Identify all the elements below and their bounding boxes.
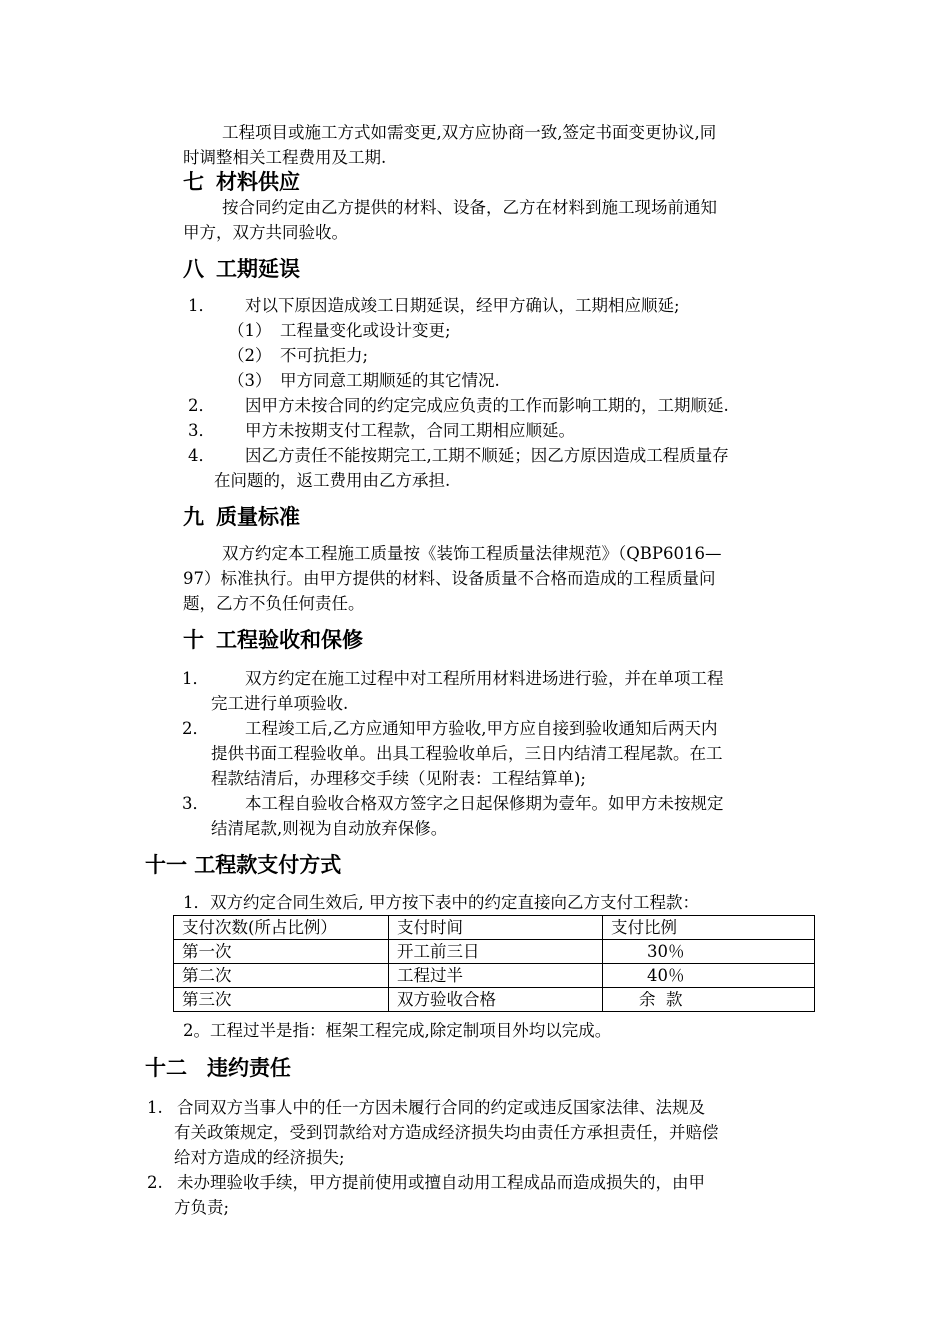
sec10-item2-number: 2． [182, 719, 209, 738]
table-row [174, 940, 815, 964]
sec8-item1-number: 1． [188, 296, 215, 315]
sec6-para-line2: 时调整相关工程费用及工期. [183, 148, 387, 167]
sec9-heading [183, 503, 300, 531]
table-cell: 开工前三日 [389, 940, 603, 964]
table-cell: 工程过半 [389, 964, 603, 988]
sec12-number: 十二 [145, 1056, 187, 1080]
sec12-heading [145, 1054, 291, 1082]
payment-table [173, 915, 815, 1012]
table-header-row [174, 916, 815, 940]
sec12-item1-line1: 合同双方当事人中的任一方因未履行合同的约定或违反国家法律、法规及 [177, 1098, 705, 1117]
sec8-sub3-text: 甲方同意工期顺延的其它情况. [280, 371, 500, 390]
sec10-item1-number: 1． [182, 669, 209, 688]
sec8-item2-number: 2． [188, 396, 215, 415]
sec10-number: 十 [183, 628, 204, 652]
sec10-item3-line2: 结清尾款,则视为自动放弃保修。 [211, 819, 448, 838]
sec7-line2: 甲方，双方共同验收。 [183, 223, 348, 242]
sec10-item1-line2: 完工进行单项验收. [211, 694, 349, 713]
table-cell: 第一次 [174, 940, 389, 964]
sec8-item3-number: 3． [188, 421, 215, 440]
sec7-line1: 按合同约定由乙方提供的材料、设备，乙方在材料到施工现场前通知 [222, 198, 717, 217]
sec10-item2-line2: 提供书面工程验收单。出具工程验收单后，三日内结清工程尾款。在工 [211, 744, 723, 763]
sec12-title: 违约责任 [207, 1056, 291, 1080]
sec8-sub1-text: 工程量变化或设计变更; [280, 321, 451, 340]
sec8-item4-number: 4． [188, 446, 215, 465]
table-header-cell: 支付时间 [389, 916, 603, 940]
sec8-item2-text: 因甲方未按合同的约定完成应负责的工作而影响工期的，工期顺延. [245, 396, 729, 415]
sec10-item3-number: 3． [182, 794, 209, 813]
sec8-item4-line1: 因乙方责任不能按期完工,工期不顺延；因乙方原因造成工程质量存 [245, 446, 729, 465]
sec9-number: 九 [183, 505, 204, 529]
sec8-sub2-number: （2） [228, 346, 272, 365]
table-header-cell: 支付比例 [603, 916, 815, 940]
sec10-item2-line3: 程款结清后，办理移交手续（见附表：工程结算单); [211, 769, 586, 788]
sec10-heading [183, 626, 363, 654]
sec9-line3: 题，乙方不负任何责任。 [183, 594, 365, 613]
sec10-title: 工程验收和保修 [216, 628, 363, 652]
table-cell: 40％ [603, 964, 815, 988]
sec8-item3-text: 甲方未按期支付工程款，合同工期相应顺延。 [245, 421, 575, 440]
sec6-para-line1: 工程项目或施工方式如需变更,双方应协商一致,签定书面变更协议,同 [222, 123, 717, 142]
sec8-sub1-number: （1） [228, 321, 272, 340]
sec10-item1-line1: 双方约定在施工过程中对工程所用材料进场进行验，并在单项工程 [245, 669, 724, 688]
sec8-title: 工期延误 [216, 257, 300, 281]
sec8-number: 八 [183, 257, 204, 281]
table-cell: 双方验收合格 [389, 988, 603, 1012]
sec8-item4-line2: 在问题的，返工费用由乙方承担. [214, 471, 451, 490]
sec8-item1-text: 对以下原因造成竣工日期延误，经甲方确认，工期相应顺延; [245, 296, 680, 315]
sec12-item2-line2: 方负责; [174, 1198, 230, 1217]
sec9-line2: 97）标准执行。由甲方提供的材料、设备质量不合格而造成的工程质量问 [183, 569, 716, 588]
sec8-heading [183, 255, 300, 283]
table-row [174, 964, 815, 988]
sec11-heading: 十一 工程款支付方式 [145, 853, 342, 877]
sec9-line1: 双方约定本工程施工质量按《装饰工程质量法律规范》（QBP6016— [222, 544, 722, 563]
table-cell: 30％ [603, 940, 815, 964]
table-cell: 第三次 [174, 988, 389, 1012]
sec12-item2-number: 2. [147, 1173, 163, 1192]
sec12-item2-line1: 未办理验收手续，甲方提前使用或擅自动用工程成品而造成损失的，由甲 [177, 1173, 705, 1192]
table-header-cell: 支付次数(所占比例） [174, 916, 389, 940]
table-cell: 余 款 [603, 988, 815, 1012]
sec10-item3-line1: 本工程自验收合格双方签字之日起保修期为壹年。如甲方未按规定 [245, 794, 724, 813]
sec10-item2-line1: 工程竣工后,乙方应通知甲方验收,甲方应自接到验收通知后两天内 [245, 719, 718, 738]
sec9-title: 质量标准 [216, 505, 300, 529]
table-row [174, 988, 815, 1012]
sec12-item1-line2: 有关政策规定，受到罚款给对方造成经济损失均由责任方承担责任，并赔偿 [174, 1123, 719, 1142]
sec7-number: 七 [183, 170, 204, 194]
sec7-title: 材料供应 [216, 170, 300, 194]
sec7-heading [183, 168, 300, 196]
table-cell: 第二次 [174, 964, 389, 988]
sec8-sub3-number: （3） [228, 371, 272, 390]
sec12-item1-line3: 给对方造成的经济损失; [174, 1148, 345, 1167]
sec11-intro: 1．双方约定合同生效后, 甲方按下表中的约定直接向乙方支付工程款： [183, 893, 699, 912]
sec12-item1-number: 1. [147, 1098, 163, 1117]
sec8-sub2-text: 不可抗拒力; [280, 346, 369, 365]
sec11-note: 2。工程过半是指：框架工程完成,除定制项目外均以完成。 [183, 1021, 612, 1040]
